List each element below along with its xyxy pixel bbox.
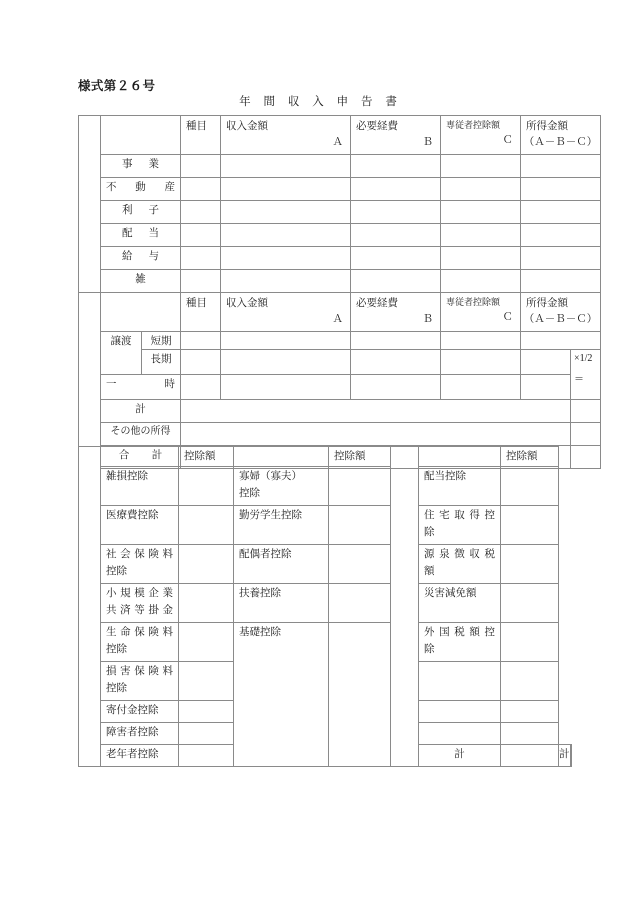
deduction-table xyxy=(78,446,572,767)
cell-expenses-temporary[interactable] xyxy=(351,375,441,400)
header-revenue-2: 収入金額 Ａ xyxy=(221,293,351,332)
deduction-header-blank-right xyxy=(419,447,501,467)
cell-expenses-misc[interactable] xyxy=(351,270,441,293)
row-label-transfer-long: 長期 xyxy=(142,350,181,375)
cell-revenue-interest[interactable] xyxy=(221,201,351,224)
cell-income-interest[interactable] xyxy=(521,201,601,224)
row-label-business: 事業 xyxy=(101,155,181,178)
deduction-label-right-blank-1 xyxy=(419,662,501,701)
deduction-value-small-business-mutual[interactable] xyxy=(179,584,234,623)
deduction-label-working-student: 勤労学生控除 xyxy=(234,506,329,545)
row-label-salary: 給与 xyxy=(101,247,181,270)
header-kind: 種目 xyxy=(181,116,221,155)
cell-total-right[interactable] xyxy=(571,446,601,469)
deduction-value-casualty-loss[interactable] xyxy=(179,467,234,506)
deduction-label-disaster-relief: 災害減免額 xyxy=(419,584,501,623)
deduction-value-disaster-relief[interactable] xyxy=(501,584,559,623)
cell-revenue-long[interactable] xyxy=(221,350,351,375)
cell-kind-misc[interactable] xyxy=(181,270,221,293)
row-label-total: 合 計 xyxy=(101,446,181,469)
cell-family-business[interactable] xyxy=(441,155,521,178)
table-row xyxy=(79,178,601,201)
deduction-value-right-blank-2[interactable] xyxy=(501,701,559,723)
deduction-label-basic: 基礎控除 xyxy=(234,623,329,767)
deduction-value-withholding-tax[interactable] xyxy=(501,545,559,584)
row-label-misc: 雑 xyxy=(101,270,181,293)
table-row xyxy=(79,332,601,350)
deduction-header-amount-right: 控除額 xyxy=(501,447,559,467)
deduction-label-foreign-tax: 外国税額控 除 xyxy=(419,623,501,662)
deduction-value-foreign-tax[interactable] xyxy=(501,623,559,662)
cell-kind-long[interactable] xyxy=(181,350,221,375)
deduction-header-amount-left: 控除額 xyxy=(179,447,234,467)
header-income-amount: 所得金額 （Ａ－Ｂ－Ｃ） xyxy=(521,116,601,155)
cell-kind-salary[interactable] xyxy=(181,247,221,270)
cell-revenue-salary[interactable] xyxy=(221,247,351,270)
income-header-blank-2 xyxy=(101,293,181,332)
deduction-label-widow: 寡婦（寡夫） 控除 xyxy=(234,467,329,506)
deduction-label-donation: 寄付金控除 xyxy=(101,701,179,723)
row-label-dividend: 配当 xyxy=(101,224,181,247)
deduction-label-social-insurance: 社会保険料 控除 xyxy=(101,545,179,584)
cell-income-temporary[interactable] xyxy=(521,375,571,400)
cell-kind-business[interactable] xyxy=(181,155,221,178)
cell-kind-temporary[interactable] xyxy=(181,375,221,400)
cell-revenue-misc[interactable] xyxy=(221,270,351,293)
deduction-value-dependent[interactable] xyxy=(329,584,391,623)
income-header-blank xyxy=(101,116,181,155)
header-revenue: 収入金額 Ａ xyxy=(221,116,351,155)
deduction-label-right-blank-3 xyxy=(419,723,501,745)
cell-family-misc[interactable] xyxy=(441,270,521,293)
cell-family-long[interactable] xyxy=(441,350,521,375)
cell-income-business[interactable] xyxy=(521,155,601,178)
cell-expenses-realestate[interactable] xyxy=(351,178,441,201)
cell-family-salary[interactable] xyxy=(441,247,521,270)
deduction-label-dependent: 扶養控除 xyxy=(234,584,329,623)
deduction-label-medical: 医療費控除 xyxy=(101,506,179,545)
cell-family-short[interactable] xyxy=(441,332,521,350)
table-row xyxy=(79,270,601,293)
cell-income-salary[interactable] xyxy=(521,247,601,270)
income-table xyxy=(78,115,601,469)
page-title: 年 間 収 入 申 告 書 xyxy=(239,96,402,108)
table-row xyxy=(79,467,572,506)
deduction-value-medical[interactable] xyxy=(179,506,234,545)
deduction-value-dividend[interactable] xyxy=(501,467,559,506)
deduction-label-disabled: 障害者控除 xyxy=(101,723,179,745)
cell-revenue-temporary[interactable] xyxy=(221,375,351,400)
table-row xyxy=(79,155,601,178)
cell-kind-realestate[interactable] xyxy=(181,178,221,201)
cell-revenue-short[interactable] xyxy=(221,332,351,350)
table-row xyxy=(79,545,572,584)
deduction-total-value-right[interactable] xyxy=(570,745,571,767)
header-expenses-2: 必要経費 Ｂ xyxy=(351,293,441,332)
deduction-left-margin xyxy=(79,447,101,767)
deduction-label-elderly: 老年者控除 xyxy=(101,745,179,767)
cell-family-temporary[interactable] xyxy=(441,375,521,400)
deduction-total-label-right: 計 xyxy=(559,745,571,767)
deduction-total-value-middle[interactable] xyxy=(501,745,559,767)
cell-kind-dividend[interactable] xyxy=(181,224,221,247)
cell-family-dividend[interactable] xyxy=(441,224,521,247)
deduction-label-dividend: 配当控除 xyxy=(419,467,501,506)
row-label-realestate: 不動産 xyxy=(101,178,181,201)
deduction-value-spouse[interactable] xyxy=(329,545,391,584)
deduction-value-right-blank-1[interactable] xyxy=(501,662,559,701)
cell-kind-short[interactable] xyxy=(181,332,221,350)
deduction-label-withholding-tax: 源泉徴収税 額 xyxy=(419,545,501,584)
cell-expenses-dividend[interactable] xyxy=(351,224,441,247)
table-row xyxy=(79,375,601,400)
table-row xyxy=(79,623,572,662)
row-label-transfer-short: 短期 xyxy=(142,332,181,350)
row-label-temporary: 一 時 xyxy=(101,375,181,400)
cell-income-long[interactable] xyxy=(521,350,571,375)
deduction-value-social-insurance[interactable] xyxy=(179,545,234,584)
cell-income-dividend[interactable] xyxy=(521,224,601,247)
transfer-half-note-cell: ×1/2 ＝ xyxy=(571,350,601,400)
deduction-header-row xyxy=(79,447,572,467)
header-family-deduction-2: 専従者控除額 Ｃ xyxy=(441,293,521,332)
income-left-margin xyxy=(79,116,101,293)
deduction-label-small-business-mutual: 小規模企業 共済等掛金 xyxy=(101,584,179,623)
deduction-value-working-student[interactable] xyxy=(329,506,391,545)
deduction-label-life-insurance: 生命保険料 控除 xyxy=(101,623,179,662)
deduction-label-casualty-loss: 雑損控除 xyxy=(101,467,179,506)
table-row xyxy=(79,224,601,247)
table-row xyxy=(79,247,601,270)
deduction-value-disabled[interactable] xyxy=(179,723,234,745)
deduction-header-blank-middle xyxy=(234,447,329,467)
deduction-value-basic[interactable] xyxy=(329,623,391,767)
deduction-gap-strip xyxy=(391,447,419,767)
cell-expenses-long[interactable] xyxy=(351,350,441,375)
cell-income-misc[interactable] xyxy=(521,270,601,293)
deduction-value-widow[interactable] xyxy=(329,467,391,506)
cell-subtotal-right[interactable] xyxy=(571,400,601,423)
deduction-label-right-blank-2 xyxy=(419,701,501,723)
table-row xyxy=(79,350,601,375)
header-family-deduction: 専従者控除額 Ｃ xyxy=(441,116,521,155)
cell-revenue-business[interactable] xyxy=(221,155,351,178)
table-row xyxy=(79,400,601,423)
cell-expenses-business[interactable] xyxy=(351,155,441,178)
header-expenses: 必要経費 Ｂ xyxy=(351,116,441,155)
row-label-transfer-group: 譲渡 xyxy=(101,332,142,375)
deduction-value-elderly[interactable] xyxy=(179,745,234,767)
cell-other-income-merged[interactable] xyxy=(181,423,571,446)
income-header-row xyxy=(79,116,601,155)
deduction-value-housing[interactable] xyxy=(501,506,559,545)
deduction-value-right-blank-3[interactable] xyxy=(501,723,559,745)
cell-income-short[interactable] xyxy=(521,332,601,350)
table-row xyxy=(79,423,601,446)
table-row xyxy=(79,584,572,623)
cell-other-income-right[interactable] xyxy=(571,423,601,446)
cell-income-realestate[interactable] xyxy=(521,178,601,201)
deduction-header-blank-left xyxy=(101,447,179,467)
deduction-label-housing: 住宅取得控 除 xyxy=(419,506,501,545)
deduction-label-casualty-insurance: 損害保険料 控除 xyxy=(101,662,179,701)
table-row xyxy=(79,201,601,224)
cell-expenses-salary[interactable] xyxy=(351,247,441,270)
deduction-value-donation[interactable] xyxy=(179,701,234,723)
deduction-label-spouse: 配偶者控除 xyxy=(234,545,329,584)
cell-subtotal-merged[interactable] xyxy=(181,400,571,423)
cell-expenses-interest[interactable] xyxy=(351,201,441,224)
cell-family-realestate[interactable] xyxy=(441,178,521,201)
cell-expenses-short[interactable] xyxy=(351,332,441,350)
deduction-header-amount-middle: 控除額 xyxy=(329,447,391,467)
row-label-interest: 利子 xyxy=(101,201,181,224)
form-number: 様式第２６号 xyxy=(78,79,156,93)
deduction-total-label-middle: 計 xyxy=(419,745,501,767)
cell-revenue-dividend[interactable] xyxy=(221,224,351,247)
income-left-margin-2 xyxy=(79,293,101,469)
header-income-amount-2: 所得金額 （Ａ－Ｂ－Ｃ） xyxy=(521,293,601,332)
cell-family-interest[interactable] xyxy=(441,201,521,224)
row-label-subtotal: 計 xyxy=(101,400,181,423)
row-label-other-income: その他の所得 xyxy=(101,423,181,446)
deduction-value-casualty-insurance[interactable] xyxy=(179,662,234,701)
cell-revenue-realestate[interactable] xyxy=(221,178,351,201)
income-header-row-2 xyxy=(79,293,601,332)
deduction-value-life-insurance[interactable] xyxy=(179,623,234,662)
cell-kind-interest[interactable] xyxy=(181,201,221,224)
table-row xyxy=(79,506,572,545)
header-kind-2: 種目 xyxy=(181,293,221,332)
